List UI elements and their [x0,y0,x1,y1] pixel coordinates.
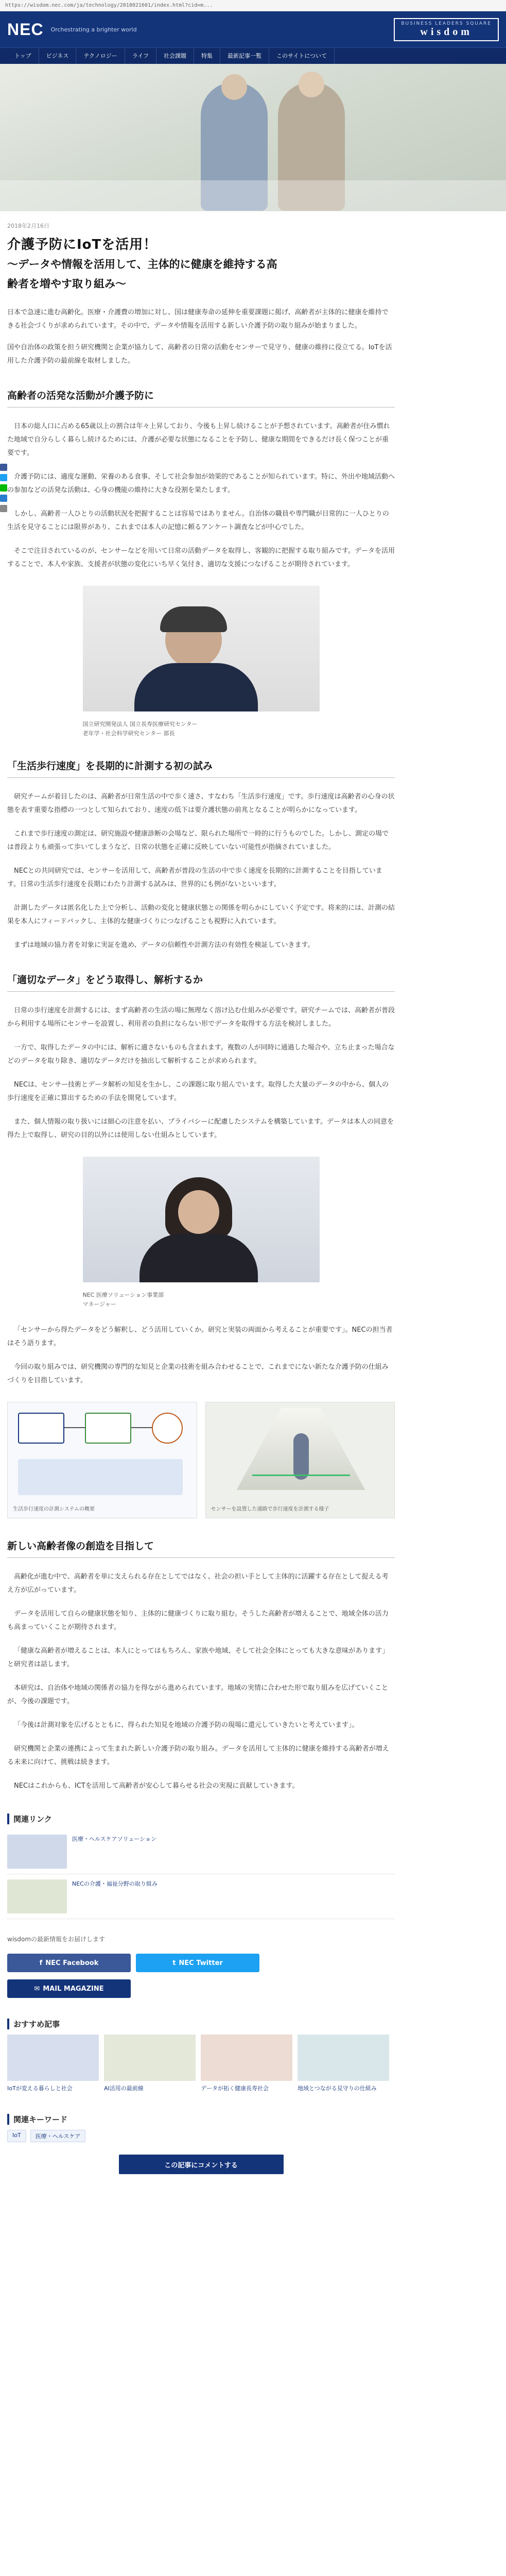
facebook-button[interactable] [7,1954,131,1972]
interviewee-face-front [178,1190,219,1234]
recommended-item[interactable] [201,2035,292,2093]
recommended-heading: おすすめ記事 [7,2019,395,2029]
paragraph: NECとの共同研究では、センサーを活用して、高齢者が普段の生活の中で歩く速度を長期的に計測することを目指しています。日常の生活歩行速度を長期にわたり計測する試みは、世界的にも例がないといいます。 [7,867,382,888]
recommended-text[interactable]: 地域とつながる見守りの仕組み [298,2085,377,2092]
system-diagram [7,1402,197,1518]
article-subtitle-line1: 〜データや情報を活用して、主体的に健康を維持する高 [7,258,277,270]
paragraph: 高齢化が進む中で、高齢者を単に支えられる存在としてではなく、社会の担い手として主体的に活躍する存在として捉える考え方が広がっています。 [7,1573,389,1594]
line-share-icon[interactable] [0,484,7,492]
section-heading: 「生活歩行速度」を長期的に計測する初の試み [7,759,395,778]
paragraph: 「センサーから得たデータをどう解釈し、どう活用していくか。研究と実装の両面から考えることが重要です」。NECの担当者はそう語ります。 [7,1326,393,1347]
nav-item-latest[interactable]: 最新記事一覧 [220,48,269,64]
twitter-button-label: NEC Twitter [179,1959,223,1967]
article-subtitle-line2: 齢者を増やす取り組み〜 [7,278,126,290]
related-link[interactable] [7,1874,395,1919]
keyword-tag[interactable]: 医療・ヘルスケア [30,2130,86,2142]
nav-item-feature[interactable]: 特集 [194,48,220,64]
figure-caption: センサーを設置した通路で歩行速度を計測する様子 [211,1506,329,1512]
nav-item-social[interactable]: 社会課題 [156,48,194,64]
paragraph: また、個人情報の取り扱いには細心の注意を払い、プライバシーに配慮したシステムを構築しています。データは本人の同意を得た上で取得し、研究の目的以外には使用しない仕組みとしています。 [7,1118,394,1139]
wisdom-logo-small: BUSINESS LEADERS SQUARE [401,21,492,26]
interview-photo-2 [83,1157,320,1282]
photo-caption-line: 国立研究開発法人 国立長寿医療研究センター [82,721,198,727]
recommended-thumbnail [104,2035,196,2081]
hero-image [0,64,506,211]
paragraph: これまで歩行速度の測定は、研究施設や健康診断の会場など、限られた場所で一時的に行うものでした。しかし、測定の場では普段よりも頑張って歩いてしまうなど、日常の状態を正確に反映していない可能性が指摘されていました。 [7,830,389,851]
section-body [7,790,395,952]
address-bar[interactable]: https://wisdom.nec.com/ja/technology/2018021601/index.html?cid=m... [0,0,506,11]
paragraph: しかし、高齢者一人ひとりの活動状況を把握することは容易ではありません。自治体の職員や専門職が日常的に一人ひとりの生活を見守ることには限界があり、これまでは本人の記憶に頼るアンケート調査などが中心でした。 [7,510,389,531]
nav-item-life[interactable]: ライフ [125,48,156,64]
walking-person [293,1433,309,1480]
paragraph: 計測したデータは匿名化した上で分析し、活動の変化と健康状態との関係を明らかにしていく予定です。将来的には、計測の結果を本人にフィードバックし、主体的な健康づくりにつなげることも視野に入れています。 [7,904,395,925]
paragraph: まずは地域の協力者を対象に実証を進め、データの信頼性や計測方法の有効性を検証していきます。 [14,941,315,949]
figure-caption: 生活歩行速度の計測システムの概要 [13,1506,95,1512]
twitter-share-icon[interactable] [0,474,7,481]
section-heading: 新しい高齢者像の創造を目指して [7,1539,395,1558]
photo-caption-line: NEC 医療ソリューション事業部 [82,1292,164,1298]
recommended-text[interactable]: データが拓く健康長寿社会 [201,2085,269,2092]
mail-magazine-label: MAIL MAGAZINE [43,1985,104,1993]
section-heading: 「適切なデータ」をどう取得し、解析するか [7,973,395,992]
paragraph: NECはこれからも、ICTを活用して高齢者が安心して暮らせる社会の実現に貢献していきます。 [14,1782,299,1790]
twitter-button[interactable] [136,1954,259,1972]
paragraph: 今回の取り組みでは、研究機関の専門的な知見と企業の技術を組み合わせることで、これまでにない新たな介護予防の仕組みづくりを目指しています。 [7,1363,389,1384]
photo-caption-line: マネージャー [82,1301,117,1308]
lead-paragraph: 国や自治体の政策を担う研究機関と企業が協力して、高齢者の日常の活動をセンサーで見守り、健康の維持に役立てる。IoTを活用した介護予防の最前線を取材しました。 [7,344,392,365]
nav-item-business[interactable]: ビジネス [39,48,77,64]
recommended-item[interactable] [7,2035,99,2093]
diagram-arrow [131,1427,152,1428]
related-link[interactable] [7,1829,395,1874]
tagline: Orchestrating a brighter world [50,26,137,33]
interviewee-hair [160,606,227,632]
paragraph: 研究チームが着目したのは、高齢者が日常生活の中で歩く速さ、すなわち「生活歩行速度」です。歩行速度は高齢者の心身の状態を表す重要な指標の一つとして知られており、速度の低下は要介護状態の前兆となることが明らかになっています。 [7,793,395,814]
mail-magazine-button[interactable] [7,1979,131,1998]
section-heading: 高齢者の活発な活動が介護予防に [7,388,395,408]
article-subtitle [7,255,395,294]
interview-photo-1 [83,586,320,711]
keyword-tag[interactable]: IoT [7,2130,26,2142]
hero-ground [0,180,506,211]
facebook-icon: f [39,1959,43,1967]
twitter-icon: t [172,1959,176,1967]
article-title: 介護予防にIoTを活用！ [7,237,158,252]
article-main [7,216,395,2576]
related-link-text[interactable]: 医療・ヘルスケアソリューション [72,1836,156,1842]
recommended-item[interactable] [104,2035,196,2093]
paragraph: 「今後は計測対象を広げるとともに、得られた知見を地域の介護予防の現場に還元していきたいと考えています」。 [14,1721,359,1729]
hatena-share-icon[interactable] [0,495,7,502]
recommended-text[interactable]: IoTが変える暮らしと社会 [7,2085,73,2092]
wisdom-logo[interactable] [394,18,499,41]
follow-note: wisdomの最新情報をお届けします [7,1936,106,1943]
related-thumbnail [7,1879,67,1913]
nav-item-technology[interactable]: テクノロジー [76,48,125,64]
facebook-share-icon[interactable] [0,464,7,471]
related-thumbnail [7,1835,67,1869]
recommended-thumbnail [298,2035,389,2081]
paragraph: 日常の歩行速度を計測するには、まず高齢者の生活の場に無理なく溶け込む仕組みが必要です。研究チームでは、高齢者が普段から利用する場所にセンサーを設置し、利用者の負担にならない形でデータを取得する方法を検討しました。 [7,1007,395,1028]
social-follow-row [7,1954,395,1972]
mail-share-icon[interactable] [0,505,7,512]
keywords-heading: 関連キーワード [7,2114,395,2125]
section-body [7,1570,395,1793]
diagram-node [152,1413,183,1444]
keyword-tags [7,2130,395,2142]
hero-person-left-head [221,74,247,100]
diagram-node [85,1413,131,1444]
wisdom-logo-text: wisdom [420,26,473,38]
paragraph: そこで注目されているのが、センサーなどを用いて日常の活動データを取得し、客観的に把握する取り組みです。データを活用することで、本人や家族、支援者が状態の変化にいち早く気付き、適切な支援につなげることが期待されています。 [7,547,395,568]
related-link-text[interactable]: NECの介護・福祉分野の取り組み [72,1880,158,1887]
paragraph: データを活用して自らの健康状態を知り、主体的に健康づくりに取り組む。そうした高齢者が増えることで、地域全体の活力も高まっていくことが期待されます。 [7,1610,389,1631]
sidebar [402,216,499,2576]
diagram-arrow [64,1427,85,1428]
recommended-thumbnail [7,2035,99,2081]
diagram-node [18,1413,64,1444]
figure-row [7,1402,395,1518]
lead-paragraph: 日本で急速に進む高齢化。医療・介護費の増加に対し、国は健康寿命の延伸を重要課題に掲げ、高齢者が主体的に健康を維持できる社会づくりが求められています。その中で、データや情報を活用する新しい介護予防の取り組みが始まりました。 [7,309,389,330]
section-body [7,1004,395,1142]
paragraph: 介護予防には、適度な運動、栄養のある食事、そして社会参加が効果的であることが知られています。特に、外出や地域活動への参加などの活発な活動は、心身の機能の維持に大きな役割を果たします。 [7,473,395,494]
recommended-item[interactable] [298,2035,389,2093]
section-body [7,420,395,571]
facebook-button-label: NEC Facebook [45,1959,99,1967]
site-header [0,11,506,47]
article-date: 2018年2月16日 [7,223,49,229]
photo-caption [83,720,320,738]
paragraph: 「健康な高齢者が増えることは、本人にとってはもちろん、家族や地域、そして社会全体にとっても大きな意味があります」と研究者は話します。 [7,1647,389,1668]
nav-item-about[interactable]: このサイトについて [269,48,335,64]
hero-person-right-head [299,72,324,97]
nav-item-top[interactable]: トップ [7,48,39,64]
sensor-line [252,1475,350,1476]
comment-button[interactable]: この記事にコメントする [119,2155,284,2174]
nec-logo[interactable]: NEC [7,20,44,39]
recommended-list [7,2035,395,2093]
paragraph: 研究機関と企業の連携によって生まれた新しい介護予防の取り組み。データを活用して主体的に健康を維持する高齢者が増える未来に向けて、挑戦は続きます。 [7,1745,389,1766]
article-lead [7,306,395,368]
global-nav [0,47,506,64]
recommended-thumbnail [201,2035,292,2081]
paragraph: 日本の総人口に占める65歳以上の割合は年々上昇しており、今後も上昇し続けることが予想されています。高齢者が住み慣れた地域で自分らしく暮らし続けるためには、介護が必要な状態になることを予防し、健康な期間をできるだけ長く保つことが重要です。 [7,422,390,457]
paragraph: NECは、センサー技術とデータ解析の知見を生かし、この課題に取り組んでいます。取得した大量のデータの中から、個人の歩行速度を正確に算出するための手法を開発しています。 [7,1081,389,1102]
interviewee-jacket [139,1234,258,1282]
corridor-photo [205,1402,395,1518]
paragraph: 一方で、取得したデータの中には、解析に適さないものも含まれます。複数の人が同時に通過した場合や、立ち止まった場合などのデータを取り除き、適切なデータだけを抽出して解析することが求められます。 [7,1044,395,1065]
photo-caption [83,1291,320,1309]
interviewee-suit [134,663,258,711]
related-links-heading: 関連リンク [7,1814,395,1824]
paragraph: 本研究は、自治体や地域の関係者の協力を得ながら進められています。地域の実情に合わせた形で取り組みを広げていくことが、今後の課題です。 [7,1684,388,1705]
photo-caption-line: 老年学・社会科学研究センター 部長 [82,730,175,737]
section-body [7,1324,395,1387]
diagram-panel [18,1459,183,1495]
recommended-text[interactable]: AI活用の最前線 [104,2085,144,2092]
mail-icon: ✉ [34,1985,40,1993]
